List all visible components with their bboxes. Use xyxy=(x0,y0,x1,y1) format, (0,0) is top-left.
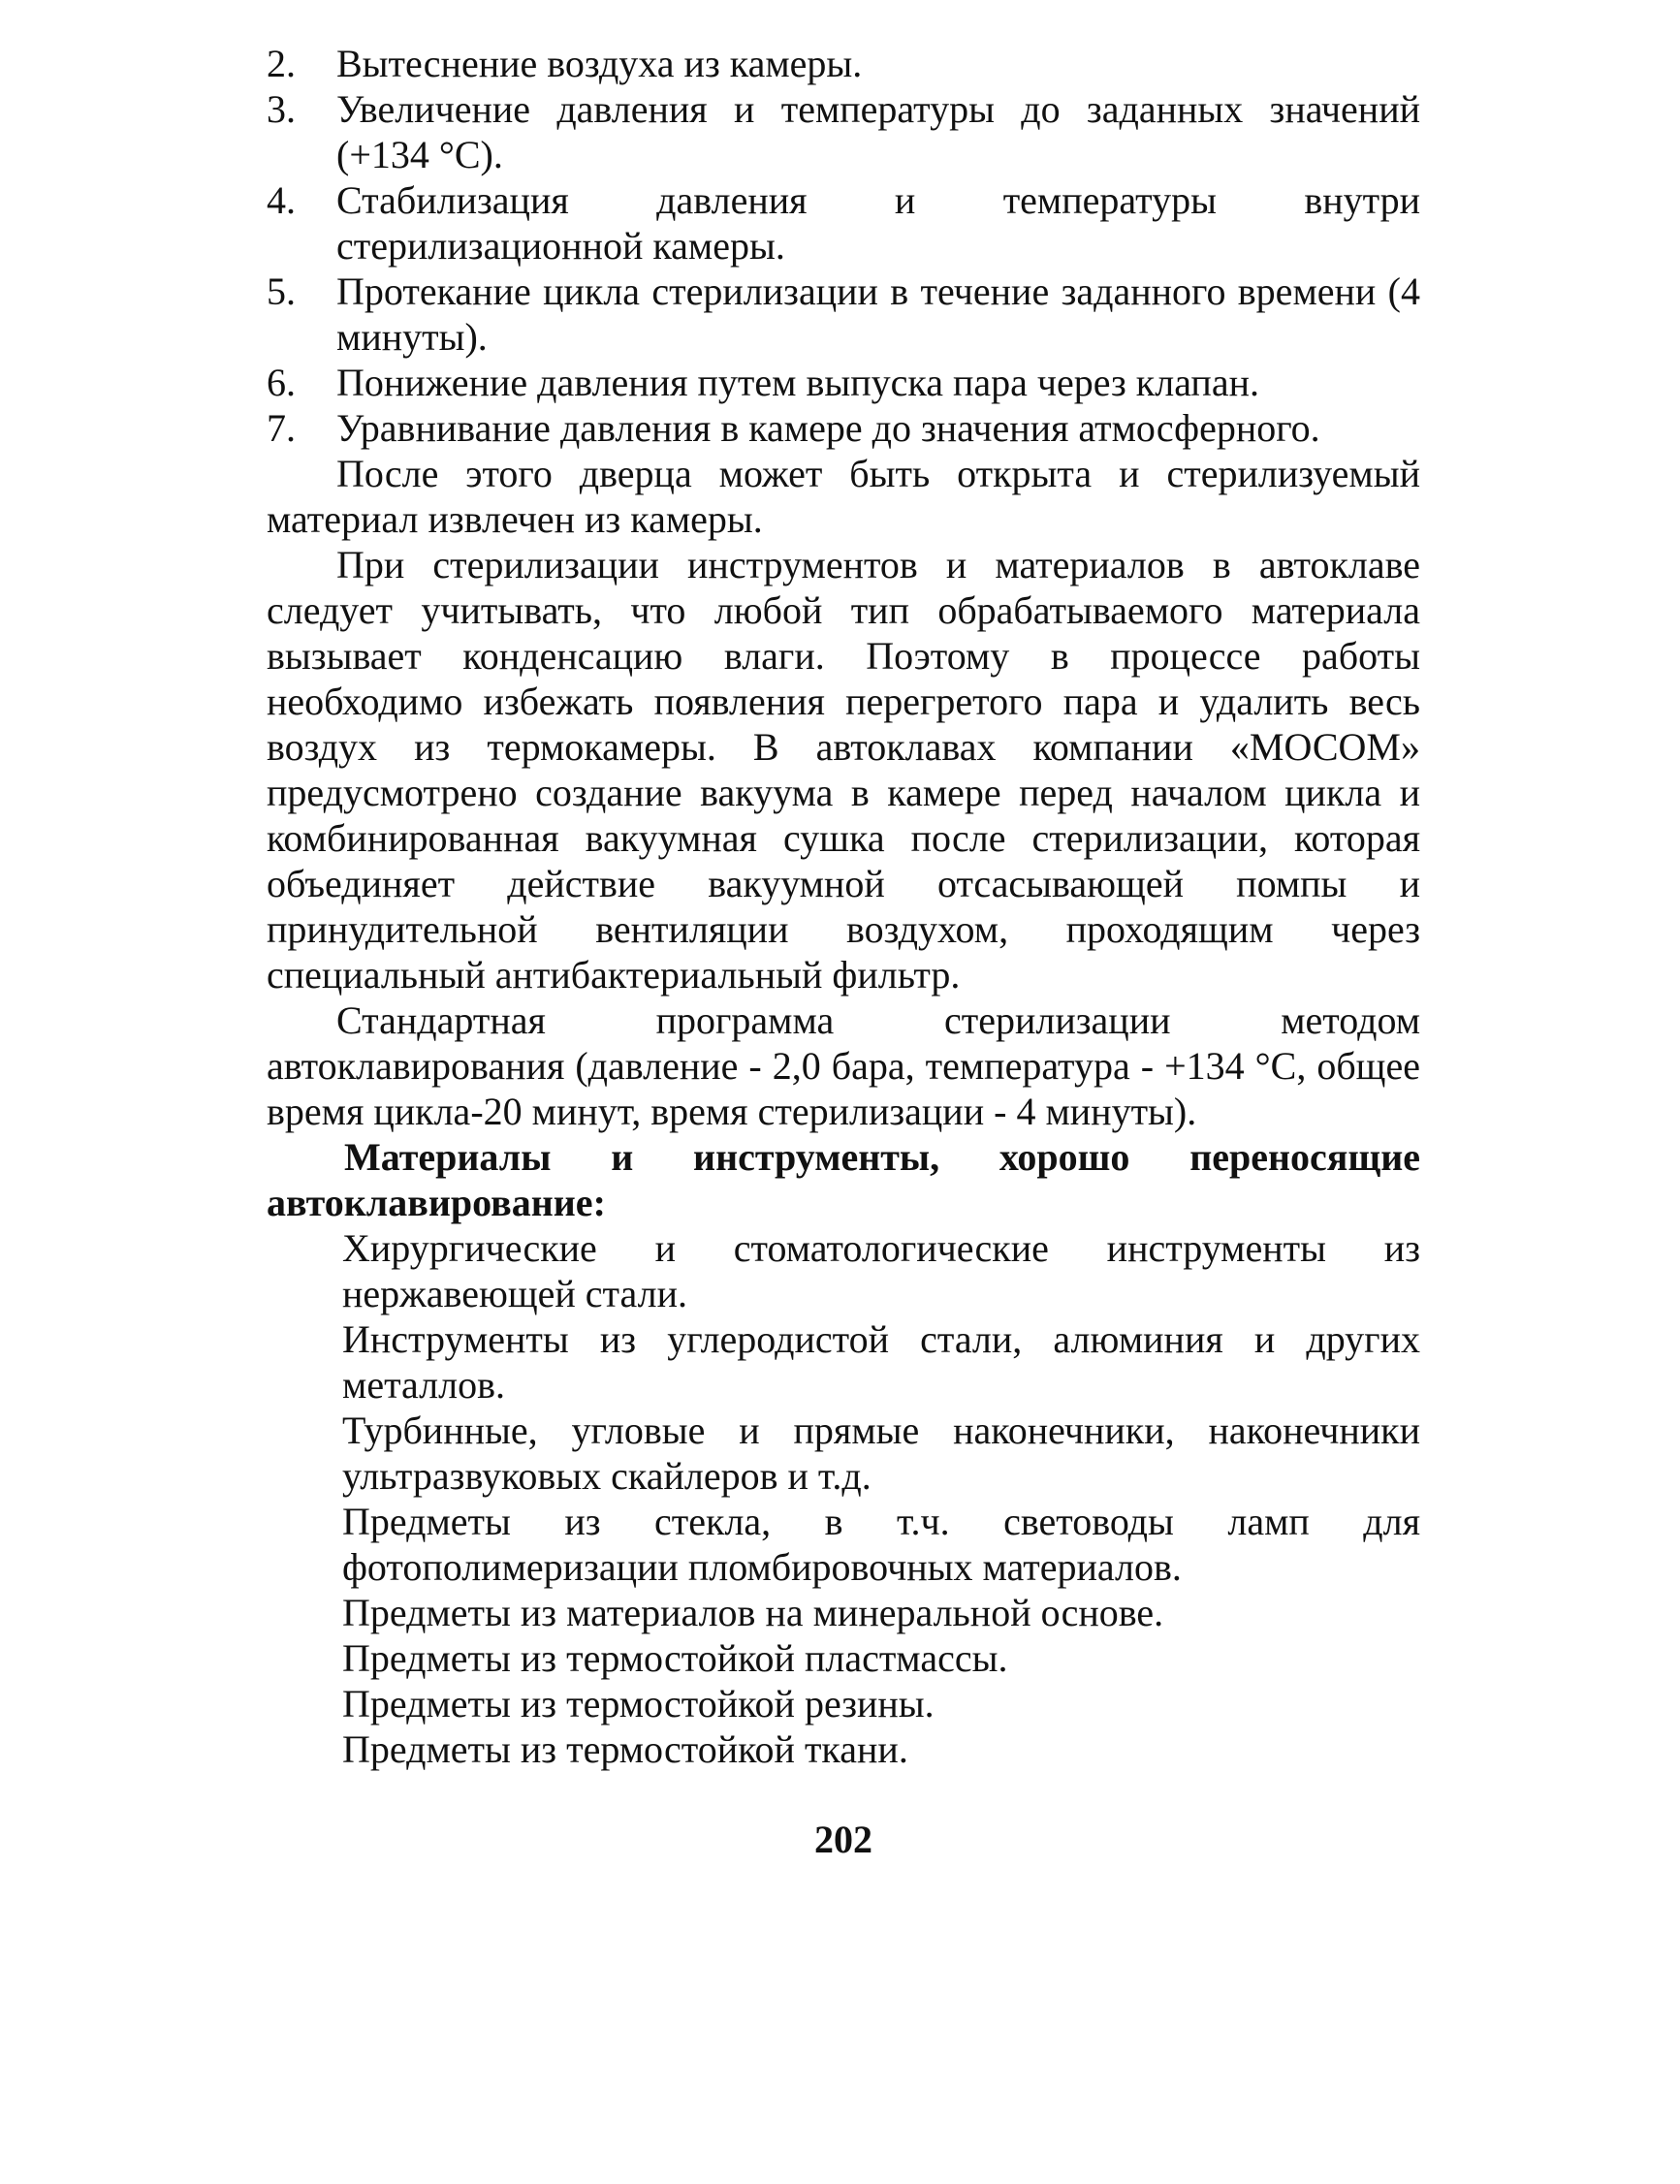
step-number: 7. xyxy=(267,406,296,450)
list-item: Инструменты из углеродистой стали, алюминия и других металлов. xyxy=(342,1317,1420,1407)
step-number: 4. xyxy=(267,178,296,222)
paragraph-standard-program: Стандартная программа стерилизации методом автоклавирования (давление - 2,0 бара, температура - +134 °С, общее время цикла-20 минут, время стерилизации - 4 минуты). xyxy=(267,998,1420,1133)
step-text: Понижение давления путем выпуска пара через клапан. xyxy=(336,361,1259,404)
list-item: Хирургические и стоматологические инструменты из нержавеющей стали. xyxy=(342,1226,1420,1315)
list-item: Предметы из материалов на минеральной основе. xyxy=(342,1591,1164,1634)
paragraph-after-cycle: После этого дверца может быть открыта и стерилизуемый материал извлечен из камеры. xyxy=(267,452,1420,541)
page-number: 202 xyxy=(814,1818,872,1861)
paragraph-condensation: При стерилизации инструментов и материалов в автоклаве следует учитывать, что любой тип обрабатываемого материала вызывает конденсацию влаги. Поэтому в процессе работы необходимо избежать появления перегретого пара и удалить весь воздух из термокамеры. В автоклавах компании «МОСОМ» предусмотрено создание вакуума в камере перед началом цикла и комбинированная вакуумная сушка после стерилизации, которая объединяет действие вакуумной отсасывающей помпы и принудительной вентиляции воздухом, проходящим через специальный антибактериальный фильтр. xyxy=(267,543,1420,997)
list-item: Турбинные, угловые и прямые наконечники, наконечники ультразвуковых скайлеров и т.д. xyxy=(342,1409,1420,1498)
document-page xyxy=(267,41,1420,1861)
step-text: Вытеснение воздуха из камеры. xyxy=(336,42,863,85)
list-item: Предметы из термостойкой резины. xyxy=(342,1682,935,1725)
step-number: 6. xyxy=(267,361,296,404)
step-text: Увеличение давления и температуры до заданных значений (+134 °С). xyxy=(336,87,1420,176)
list-item xyxy=(267,360,1420,405)
list-item xyxy=(267,86,1420,177)
step-text: Стабилизация давления и температуры внутри стерилизационной камеры. xyxy=(336,178,1420,268)
list-item: Предметы из термостойкой ткани. xyxy=(342,1727,908,1771)
step-number: 2. xyxy=(267,42,296,85)
list-item xyxy=(267,177,1420,269)
sterilization-steps-list xyxy=(267,41,1420,451)
materials-heading: Материалы и инструменты, хорошо переносящие автоклавирование: xyxy=(267,1135,1420,1224)
list-item xyxy=(267,405,1420,451)
list-item xyxy=(267,41,1420,86)
step-text: Уравнивание давления в камере до значения атмосферного. xyxy=(336,406,1320,450)
step-text: Протекание цикла стерилизации в течение заданного времени (4 минуты). xyxy=(336,269,1420,359)
materials-list xyxy=(267,1225,1420,1772)
step-number: 5. xyxy=(267,269,296,313)
step-number: 3. xyxy=(267,87,296,131)
list-item: Предметы из стекла, в т.ч. световоды ламп для фотополимеризации пломбировочных материалов. xyxy=(342,1500,1420,1589)
list-item xyxy=(267,269,1420,360)
list-item: Предметы из термостойкой пластмассы. xyxy=(342,1636,1008,1680)
